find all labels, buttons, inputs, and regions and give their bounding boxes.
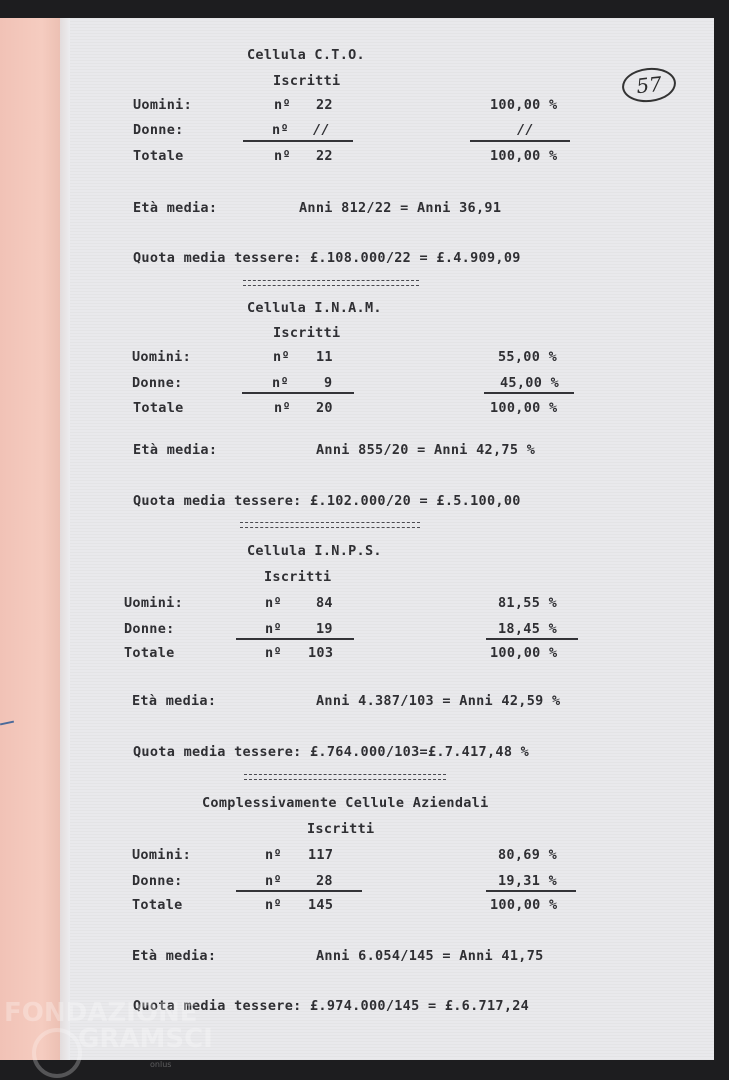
row-label: Donne: bbox=[132, 873, 183, 889]
row-pct: // bbox=[517, 122, 534, 138]
underline bbox=[243, 140, 353, 142]
row-count: 22 bbox=[316, 148, 333, 164]
quota-line: Quota media tessere: £.974.000/145 = £.6.717,24 bbox=[133, 998, 530, 1014]
fondazione-gramsci-watermark bbox=[0, 998, 213, 1080]
row-label: Uomini: bbox=[132, 349, 191, 365]
strip-edge bbox=[60, 18, 70, 1060]
row-count: 28 bbox=[316, 873, 333, 889]
row-n: nº bbox=[265, 873, 282, 889]
row-pct: 100,00 % bbox=[490, 148, 558, 164]
watermark-line1: FONDAZIONE bbox=[4, 998, 198, 1028]
underline bbox=[486, 890, 576, 892]
row-pct: 100,00 % bbox=[490, 645, 558, 661]
quota-line: Quota media tessere: £.764.000/103=£.7.417,48 % bbox=[133, 744, 530, 760]
quota-line: Quota media tessere: £.102.000/20 = £.5.100,00 bbox=[133, 493, 521, 509]
section-title-inps: Cellula I.N.P.S. bbox=[247, 543, 382, 559]
eta-label: Età media: bbox=[133, 442, 218, 458]
row-label: Totale bbox=[133, 148, 184, 164]
row-n: nº bbox=[272, 122, 289, 138]
watermark-line3: onlus bbox=[150, 1060, 172, 1069]
watermark-line2: GRAMSCI bbox=[78, 1024, 213, 1054]
row-label: Uomini: bbox=[124, 595, 183, 611]
row-label: Donne: bbox=[132, 375, 183, 391]
row-count: 22 bbox=[316, 97, 333, 113]
row-pct: 18,45 % bbox=[498, 621, 557, 637]
row-count: 9 bbox=[324, 375, 333, 391]
underline bbox=[236, 638, 354, 640]
row-pct: 81,55 % bbox=[498, 595, 557, 611]
section-title-inam: Cellula I.N.A.M. bbox=[247, 300, 382, 316]
row-label: Totale bbox=[133, 400, 184, 416]
underline bbox=[486, 638, 578, 640]
row-label: Uomini: bbox=[133, 97, 192, 113]
row-n: nº bbox=[274, 148, 291, 164]
watermark-circle-icon bbox=[32, 1028, 82, 1078]
row-n: nº bbox=[265, 645, 282, 661]
row-pct: 80,69 % bbox=[498, 847, 557, 863]
eta-value: Anni 4.387/103 = Anni 42,59 % bbox=[316, 693, 561, 709]
row-label: Uomini: bbox=[132, 847, 191, 863]
underline bbox=[236, 890, 362, 892]
row-count: 117 bbox=[308, 847, 334, 863]
section-subtitle-total: Iscritti bbox=[307, 821, 375, 837]
page-number: 57 bbox=[635, 71, 663, 99]
row-label: Totale bbox=[124, 645, 175, 661]
row-pct: 100,00 % bbox=[490, 897, 558, 913]
page-number-stamp bbox=[620, 65, 677, 104]
section-subtitle-inps: Iscritti bbox=[264, 569, 332, 585]
underline bbox=[470, 140, 570, 142]
section-title-total: Complessivamente Cellule Aziendali bbox=[202, 795, 489, 811]
row-label: Donne: bbox=[133, 122, 184, 138]
row-n: nº bbox=[274, 97, 291, 113]
row-pct: 100,00 % bbox=[490, 400, 558, 416]
eta-value: Anni 6.054/145 = Anni 41,75 bbox=[316, 948, 544, 964]
section-subtitle-inam: Iscritti bbox=[273, 325, 341, 341]
row-count: 19 bbox=[316, 621, 333, 637]
row-pct: 55,00 % bbox=[498, 349, 557, 365]
section-separator bbox=[243, 280, 419, 286]
eta-label: Età media: bbox=[132, 693, 217, 709]
underline bbox=[242, 392, 354, 394]
row-n: nº bbox=[272, 375, 289, 391]
section-title-cto: Cellula C.T.O. bbox=[247, 47, 365, 63]
row-n: nº bbox=[265, 621, 282, 637]
row-label: Donne: bbox=[124, 621, 175, 637]
eta-label: Età media: bbox=[133, 200, 218, 216]
row-count: 20 bbox=[316, 400, 333, 416]
section-separator bbox=[244, 774, 446, 780]
underline bbox=[484, 392, 574, 394]
row-count: 84 bbox=[316, 595, 333, 611]
document-page bbox=[0, 18, 714, 1060]
row-n: nº bbox=[274, 400, 291, 416]
row-count: 103 bbox=[308, 645, 334, 661]
row-label: Totale bbox=[132, 897, 183, 913]
row-pct: 19,31 % bbox=[498, 873, 557, 889]
binding-strip bbox=[0, 18, 60, 1060]
row-pct: 45,00 % bbox=[500, 375, 559, 391]
section-subtitle-cto: Iscritti bbox=[273, 73, 341, 89]
eta-label: Età media: bbox=[132, 948, 217, 964]
row-pct: 100,00 % bbox=[490, 97, 558, 113]
quota-line: Quota media tessere: £.108.000/22 = £.4.909,09 bbox=[133, 250, 521, 266]
row-n: nº bbox=[265, 595, 282, 611]
row-n: nº bbox=[273, 349, 290, 365]
row-count: 145 bbox=[308, 897, 334, 913]
eta-value: Anni 855/20 = Anni 42,75 % bbox=[316, 442, 536, 458]
row-count: // bbox=[313, 122, 330, 138]
row-n: nº bbox=[265, 897, 282, 913]
section-separator bbox=[240, 522, 420, 528]
eta-value: Anni 812/22 = Anni 36,91 bbox=[299, 200, 502, 216]
row-n: nº bbox=[265, 847, 282, 863]
row-count: 11 bbox=[316, 349, 333, 365]
